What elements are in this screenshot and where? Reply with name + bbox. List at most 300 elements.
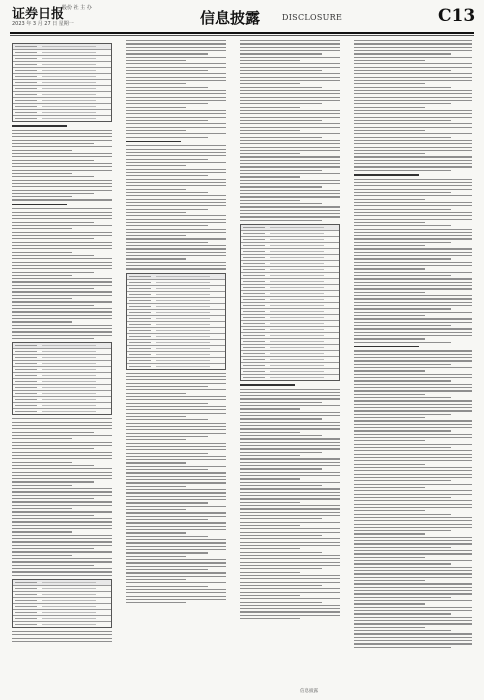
text-line	[240, 555, 340, 556]
text-line	[12, 311, 112, 312]
text-line	[240, 428, 340, 429]
table-row	[13, 116, 111, 121]
text-line	[240, 482, 340, 483]
text-line	[126, 462, 186, 463]
text-line	[354, 305, 472, 306]
text-line	[126, 258, 186, 259]
text-line	[126, 579, 186, 580]
text-line	[240, 210, 340, 211]
text-line	[240, 220, 322, 221]
text-line	[12, 571, 112, 572]
text-line	[354, 100, 472, 101]
text-line	[240, 143, 340, 144]
text-line	[12, 190, 112, 191]
text-line	[126, 155, 226, 156]
text-line	[354, 364, 451, 365]
text-line	[126, 419, 208, 420]
text-line	[240, 193, 340, 194]
text-line	[12, 478, 112, 479]
text-line	[12, 331, 112, 332]
text-line	[240, 83, 300, 84]
table-row	[13, 409, 111, 414]
text-line	[126, 439, 186, 440]
text-line	[240, 542, 340, 543]
text-line	[354, 248, 472, 249]
text-line	[354, 57, 472, 58]
text-line	[12, 215, 112, 216]
text-line	[354, 103, 451, 104]
text-line	[354, 107, 425, 108]
text-line	[354, 357, 472, 358]
text-line	[126, 113, 226, 114]
text-line	[354, 205, 472, 206]
text-line	[126, 399, 226, 400]
text-line	[354, 215, 472, 216]
text-line	[126, 453, 208, 454]
text-line	[354, 282, 472, 283]
text-line	[12, 488, 112, 489]
section-heading	[354, 346, 419, 348]
text-line	[12, 245, 112, 246]
text-line	[12, 176, 94, 177]
text-line	[12, 561, 112, 562]
text-line	[126, 589, 226, 590]
text-line	[240, 492, 340, 493]
text-line	[354, 110, 472, 111]
text-line	[126, 459, 226, 460]
text-line	[12, 166, 112, 167]
text-line	[354, 87, 451, 88]
text-line	[354, 67, 472, 68]
text-line	[12, 452, 112, 453]
text-line	[12, 462, 72, 463]
text-line	[240, 502, 300, 503]
text-line	[354, 640, 472, 641]
text-line	[126, 479, 226, 480]
text-line	[126, 433, 226, 434]
text-line	[354, 573, 472, 574]
text-line	[354, 434, 472, 435]
text-line	[240, 538, 340, 539]
text-line	[354, 156, 472, 157]
text-line	[126, 522, 226, 523]
text-line	[126, 50, 226, 51]
section-heading	[354, 174, 419, 176]
text-line	[240, 475, 340, 476]
text-line	[354, 367, 472, 368]
text-line	[126, 546, 226, 547]
text-line	[12, 338, 94, 339]
text-line	[354, 487, 425, 488]
text-line	[12, 481, 94, 482]
text-line	[126, 179, 226, 180]
text-line	[12, 465, 94, 466]
text-line	[354, 450, 472, 451]
text-line	[354, 553, 472, 554]
text-line	[354, 543, 472, 544]
text-line	[240, 196, 340, 197]
text-line	[240, 160, 340, 161]
text-line	[354, 153, 425, 154]
text-line	[126, 192, 208, 193]
text-line	[126, 423, 226, 424]
text-line	[240, 458, 340, 459]
text-line	[354, 397, 451, 398]
text-line	[240, 216, 340, 217]
text-line	[126, 562, 226, 563]
text-line	[12, 291, 112, 292]
text-line	[240, 43, 340, 44]
text-line	[354, 189, 472, 190]
text-line	[354, 53, 451, 54]
text-line	[240, 558, 340, 559]
text-line	[354, 374, 472, 375]
text-line	[354, 315, 425, 316]
table-row	[13, 622, 111, 627]
text-line	[354, 209, 451, 210]
text-line	[240, 448, 340, 449]
text-line	[126, 248, 226, 249]
text-line	[354, 394, 425, 395]
text-line	[240, 156, 340, 157]
text-line	[12, 515, 94, 516]
text-line	[354, 288, 472, 289]
text-line	[126, 576, 226, 577]
text-line	[240, 183, 340, 184]
text-line	[240, 522, 340, 523]
text-line	[126, 599, 226, 600]
text-line	[126, 80, 226, 81]
text-line	[126, 202, 226, 203]
text-line	[240, 572, 300, 573]
text-line	[354, 182, 472, 183]
text-line	[354, 520, 472, 521]
text-line	[240, 532, 340, 533]
text-line	[12, 634, 112, 635]
text-line	[354, 613, 451, 614]
text-line	[354, 335, 472, 336]
text-line	[240, 100, 340, 101]
text-line	[12, 541, 112, 542]
text-line	[354, 229, 472, 230]
text-line	[126, 506, 226, 507]
text-line	[354, 607, 472, 608]
text-line	[126, 53, 208, 54]
text-line	[354, 404, 472, 405]
text-line	[354, 577, 472, 578]
text-line	[126, 40, 226, 41]
text-line	[354, 537, 472, 538]
text-line	[12, 438, 72, 439]
text-line	[12, 136, 112, 137]
text-line	[354, 484, 472, 485]
text-line	[240, 87, 322, 88]
text-line	[12, 265, 112, 266]
text-line	[126, 572, 226, 573]
text-line	[240, 528, 340, 529]
text-line	[126, 386, 208, 387]
text-line	[12, 196, 72, 197]
text-line	[12, 485, 72, 486]
text-line	[240, 515, 340, 516]
text-line	[240, 123, 340, 124]
text-line	[354, 262, 472, 263]
text-line	[126, 97, 226, 98]
text-line	[354, 647, 451, 648]
text-line	[240, 70, 322, 71]
text-line	[12, 248, 112, 249]
text-line	[354, 238, 472, 239]
text-line	[354, 278, 472, 279]
text-line	[126, 396, 226, 397]
text-line	[354, 245, 425, 246]
text-line	[126, 582, 226, 583]
text-line	[240, 468, 322, 469]
text-line	[240, 93, 340, 94]
text-line	[354, 232, 472, 233]
text-line	[126, 516, 226, 517]
text-line	[12, 228, 72, 229]
text-line	[354, 627, 425, 628]
text-line	[12, 495, 112, 496]
text-line	[354, 527, 472, 528]
text-line	[354, 524, 472, 525]
text-line	[12, 308, 112, 309]
text-line	[12, 641, 112, 642]
masthead-rule-thin	[10, 35, 474, 36]
text-line	[12, 222, 94, 223]
text-line	[12, 295, 112, 296]
text-line	[354, 354, 472, 355]
text-line	[354, 474, 472, 475]
text-line	[12, 150, 72, 151]
text-line	[126, 469, 208, 470]
text-line	[126, 472, 226, 473]
text-line	[12, 508, 72, 509]
text-line	[354, 133, 472, 134]
text-line	[354, 600, 472, 601]
text-line	[354, 380, 451, 381]
text-line	[354, 325, 451, 326]
text-line	[126, 409, 226, 410]
text-line	[126, 149, 226, 150]
text-line	[12, 153, 112, 154]
text-line	[240, 213, 340, 214]
text-line	[12, 301, 112, 302]
text-line	[12, 156, 112, 157]
text-line	[126, 536, 208, 537]
text-line	[12, 525, 112, 526]
data-table	[240, 224, 340, 381]
text-line	[240, 562, 340, 563]
text-line	[354, 384, 472, 385]
text-line	[354, 275, 451, 276]
text-line	[240, 548, 300, 549]
text-line	[126, 120, 208, 121]
text-line	[126, 209, 208, 210]
text-line	[126, 73, 226, 74]
text-line	[240, 422, 340, 423]
text-line	[12, 225, 112, 226]
text-line	[12, 133, 112, 134]
text-line	[12, 548, 94, 549]
text-line	[354, 83, 425, 84]
text-line	[354, 507, 472, 508]
text-line	[126, 159, 208, 160]
section-heading	[240, 384, 295, 386]
text-line	[126, 406, 226, 407]
text-line	[354, 192, 451, 193]
text-line	[240, 110, 340, 111]
text-line	[12, 208, 112, 209]
text-line	[354, 424, 472, 425]
text-line	[126, 502, 208, 503]
text-line	[240, 608, 340, 609]
text-line	[240, 552, 322, 553]
text-line	[126, 389, 226, 390]
text-line	[240, 47, 340, 48]
text-line	[354, 73, 472, 74]
text-line	[240, 575, 340, 576]
text-line	[126, 373, 226, 374]
text-line	[240, 398, 340, 399]
text-line	[12, 565, 94, 566]
data-table	[12, 43, 112, 122]
text-line	[240, 495, 340, 496]
dateline: 2023 年 3 月 27 日 星期一	[12, 21, 74, 27]
text-line	[126, 93, 226, 94]
text-line	[354, 252, 472, 253]
text-line	[126, 429, 226, 430]
text-line	[126, 566, 226, 567]
text-line	[354, 268, 425, 269]
text-line	[354, 593, 472, 594]
text-line	[12, 235, 112, 236]
text-line	[126, 556, 186, 557]
table-row	[241, 375, 339, 380]
data-table	[12, 579, 112, 628]
text-line	[240, 568, 322, 569]
text-line	[126, 542, 226, 543]
text-line	[126, 393, 186, 394]
text-line	[12, 468, 112, 469]
text-line	[126, 215, 226, 216]
text-line	[354, 454, 472, 455]
text-line	[354, 370, 425, 371]
text-line	[12, 183, 112, 184]
text-line	[12, 445, 112, 446]
text-line	[126, 232, 226, 233]
text-line	[12, 242, 112, 243]
text-line	[354, 400, 472, 401]
text-line	[354, 360, 472, 361]
text-line	[126, 238, 226, 239]
text-line	[354, 199, 425, 200]
text-line	[240, 438, 340, 439]
text-line	[126, 83, 186, 84]
text-line	[354, 430, 451, 431]
text-line	[240, 80, 340, 81]
text-line	[12, 531, 72, 532]
data-table	[126, 273, 226, 370]
text-line	[12, 425, 112, 426]
text-line	[240, 389, 340, 390]
text-line	[354, 504, 472, 505]
text-line	[126, 90, 226, 91]
text-line	[126, 403, 208, 404]
text-line	[354, 514, 451, 515]
text-line	[12, 298, 72, 299]
text-line	[354, 497, 451, 498]
text-line	[126, 539, 226, 540]
text-line	[12, 315, 112, 316]
text-line	[354, 60, 425, 61]
text-line	[12, 432, 94, 433]
text-line	[126, 486, 186, 487]
masthead-rule	[10, 32, 474, 34]
text-line	[354, 318, 472, 319]
text-line	[240, 518, 322, 519]
text-line	[12, 555, 72, 556]
text-line	[126, 185, 226, 186]
text-line	[240, 163, 340, 164]
text-line	[240, 120, 322, 121]
text-line	[240, 445, 340, 446]
text-line	[12, 160, 94, 161]
text-line	[240, 588, 340, 589]
text-line	[126, 456, 226, 457]
text-line	[240, 585, 322, 586]
text-line	[240, 605, 340, 606]
text-line	[354, 308, 451, 309]
text-line	[354, 494, 472, 495]
text-line	[354, 587, 472, 588]
text-line	[12, 278, 112, 279]
text-line	[354, 242, 451, 243]
text-line	[12, 272, 94, 273]
text-line	[240, 565, 340, 566]
text-line	[12, 428, 112, 429]
text-line	[354, 123, 472, 124]
text-line	[354, 170, 451, 171]
text-line	[126, 413, 226, 414]
text-line	[240, 150, 340, 151]
text-line	[354, 222, 425, 223]
text-line	[126, 87, 208, 88]
text-line	[126, 596, 226, 597]
text-line	[240, 435, 322, 436]
text-line	[354, 460, 472, 461]
text-line	[12, 186, 112, 187]
text-line	[126, 199, 226, 200]
text-line	[354, 637, 472, 638]
text-line	[126, 242, 208, 243]
text-line	[354, 643, 472, 644]
text-line	[12, 170, 112, 171]
text-line	[240, 392, 340, 393]
text-line	[354, 387, 472, 388]
text-line	[240, 63, 340, 64]
text-line	[240, 452, 322, 453]
text-line	[240, 40, 340, 41]
text-line	[126, 532, 186, 533]
text-line	[354, 140, 472, 141]
text-line	[12, 501, 112, 502]
text-line	[354, 202, 472, 203]
text-line	[354, 583, 472, 584]
text-line	[126, 466, 226, 467]
text-line	[354, 557, 425, 558]
